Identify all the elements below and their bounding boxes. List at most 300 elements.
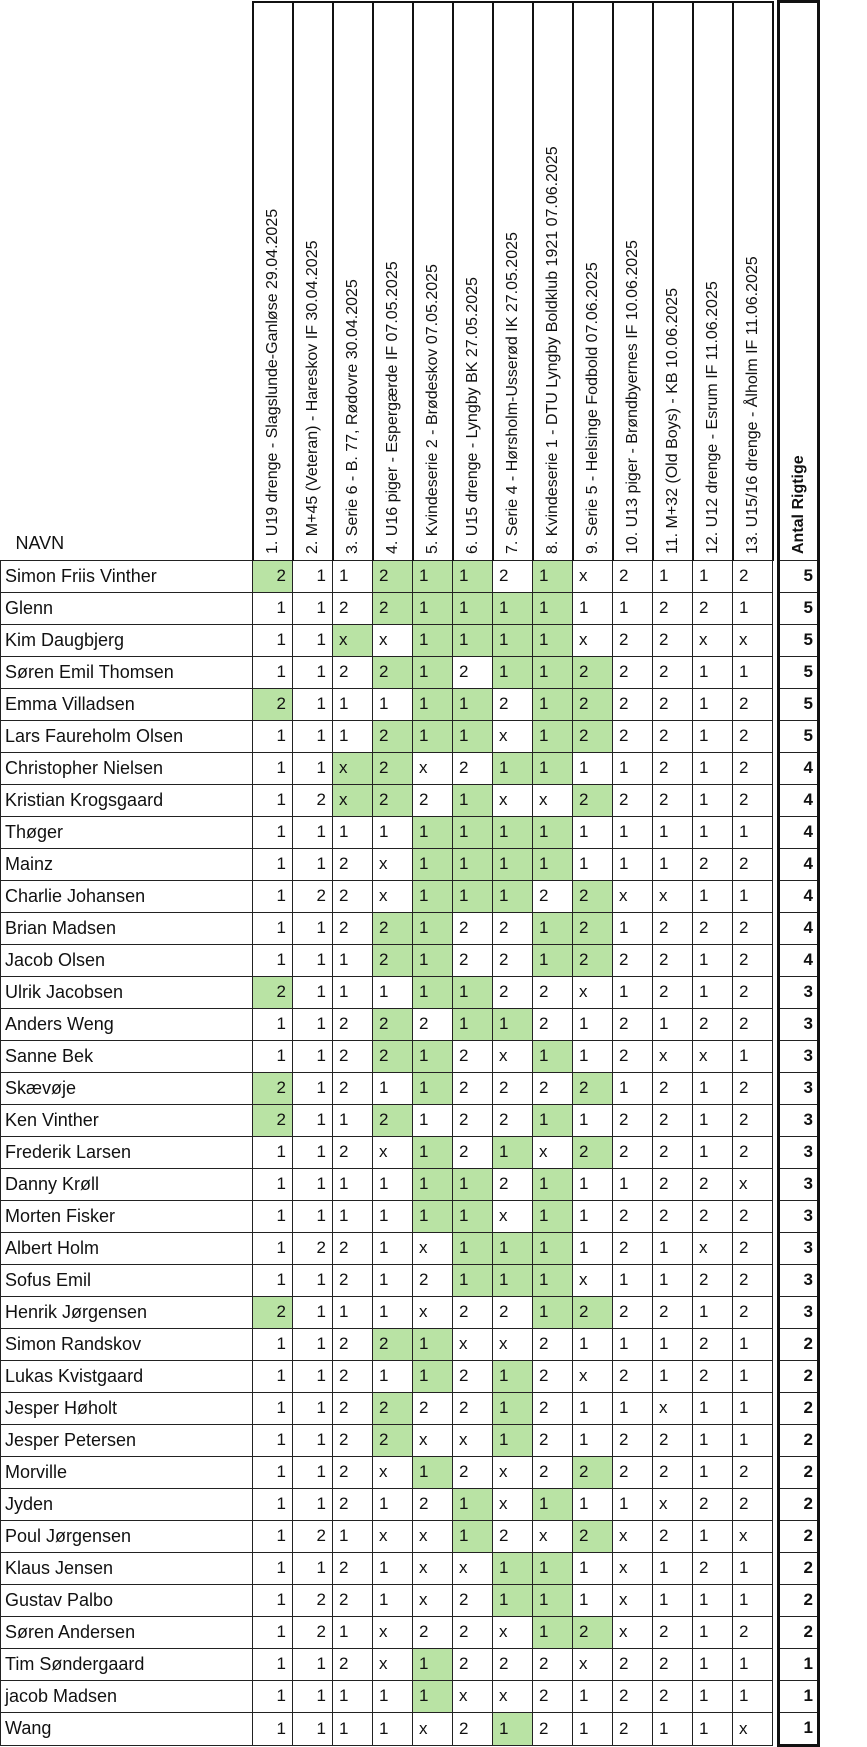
pick-cell: 2 <box>333 592 373 624</box>
pick-cell: 1 <box>693 880 733 912</box>
correct-count: 2 <box>779 1360 819 1392</box>
pick-cell: 2 <box>653 624 693 656</box>
match-header-label: 6. U15 drenge - Lyngby BK 27.05.2025 <box>463 276 481 554</box>
table-row <box>1 1584 819 1616</box>
pick-cell-correct: x <box>333 784 373 816</box>
pick-cell: 2 <box>693 912 733 944</box>
pick-cell: 1 <box>293 752 333 784</box>
pick-cell-correct: 1 <box>533 656 573 688</box>
pick-cell-correct: 1 <box>493 848 533 880</box>
pick-cell: 1 <box>693 1392 733 1424</box>
pick-cell: 2 <box>333 1360 373 1392</box>
pick-cell: 2 <box>453 1104 493 1136</box>
pick-cell: 2 <box>693 1552 733 1584</box>
pick-cell: x <box>373 1616 413 1648</box>
pick-cell: 2 <box>293 1616 333 1648</box>
match-header-5 <box>413 2 453 561</box>
correct-count: 2 <box>779 1424 819 1456</box>
pick-cell: 2 <box>613 560 653 592</box>
pick-cell-correct: 2 <box>373 560 413 592</box>
pick-cell-correct: 1 <box>413 1360 453 1392</box>
pick-cell: 2 <box>613 1200 653 1232</box>
pick-cell: 2 <box>333 1552 373 1584</box>
pick-cell: 1 <box>293 1680 333 1712</box>
pick-cell: x <box>533 1136 573 1168</box>
pick-cell: 1 <box>253 784 293 816</box>
pick-cell: 2 <box>533 976 573 1008</box>
pick-cell: 2 <box>333 880 373 912</box>
pick-cell: 1 <box>253 880 293 912</box>
table-row <box>1 1072 819 1104</box>
pick-cell: 1 <box>733 1040 773 1072</box>
pick-cell-correct: 1 <box>533 944 573 976</box>
pick-cell: 1 <box>613 1168 653 1200</box>
correct-count: 4 <box>779 784 819 816</box>
pick-cell: 1 <box>573 1424 613 1456</box>
player-name: Gustav Palbo <box>1 1584 253 1616</box>
pick-cell: 1 <box>373 1680 413 1712</box>
pick-cell: x <box>453 1680 493 1712</box>
pick-cell: 2 <box>333 848 373 880</box>
pick-cell: 2 <box>493 560 533 592</box>
pick-cell: 2 <box>613 688 653 720</box>
pick-cell: 1 <box>693 752 733 784</box>
pick-cell: 1 <box>573 1200 613 1232</box>
pick-cell: 1 <box>293 1168 333 1200</box>
player-name: Klaus Jensen <box>1 1552 253 1584</box>
pick-cell: 2 <box>653 752 693 784</box>
pick-cell-correct: 2 <box>253 1296 293 1328</box>
pick-cell: 1 <box>293 1488 333 1520</box>
pick-cell: 2 <box>693 848 733 880</box>
pick-cell-correct: 1 <box>533 1552 573 1584</box>
pick-cell: 1 <box>573 1232 613 1264</box>
pick-cell-correct: 1 <box>453 1008 493 1040</box>
table-row <box>1 1136 819 1168</box>
pick-cell-correct: 1 <box>453 560 493 592</box>
pick-cell: 1 <box>613 976 653 1008</box>
pick-cell: 1 <box>333 816 373 848</box>
player-name: Lars Faureholm Olsen <box>1 720 253 752</box>
pick-cell: 2 <box>733 976 773 1008</box>
correct-count: 3 <box>779 1136 819 1168</box>
player-name: Emma Villadsen <box>1 688 253 720</box>
pick-cell: 2 <box>733 1296 773 1328</box>
pick-cell-correct: 1 <box>413 816 453 848</box>
pick-cell: 2 <box>293 880 333 912</box>
pick-cell: 1 <box>253 624 293 656</box>
pick-cell: x <box>453 1424 493 1456</box>
table-row <box>1 1552 819 1584</box>
pick-cell-correct: 1 <box>533 848 573 880</box>
pick-cell: x <box>413 752 453 784</box>
pick-cell: 1 <box>333 1616 373 1648</box>
pick-cell: 1 <box>613 1392 653 1424</box>
pick-cell-correct: 1 <box>533 1488 573 1520</box>
pick-cell: x <box>413 1424 453 1456</box>
pick-cell: x <box>573 624 613 656</box>
pick-cell-correct: 1 <box>533 560 573 592</box>
pick-cell: 2 <box>533 1072 573 1104</box>
correct-count: 1 <box>779 1648 819 1680</box>
pick-cell: x <box>733 1168 773 1200</box>
pick-cell: 2 <box>653 944 693 976</box>
pick-cell: 1 <box>293 944 333 976</box>
pick-cell: x <box>693 1232 733 1264</box>
pick-cell: 1 <box>253 1488 293 1520</box>
pick-cell-correct: 1 <box>493 1424 533 1456</box>
pick-cell: 2 <box>693 1008 733 1040</box>
match-header-8 <box>533 2 573 561</box>
pick-cell: 1 <box>733 592 773 624</box>
pick-cell-correct: 2 <box>373 752 413 784</box>
pick-cell: 1 <box>693 1584 733 1616</box>
pick-cell: 2 <box>653 1104 693 1136</box>
pick-cell-correct: 1 <box>533 720 573 752</box>
pick-cell: 2 <box>653 1456 693 1488</box>
pick-cell-correct: 1 <box>453 1168 493 1200</box>
pick-cell: x <box>373 1136 413 1168</box>
pick-cell: 1 <box>653 560 693 592</box>
pick-cell: x <box>453 1328 493 1360</box>
pick-cell: 2 <box>333 912 373 944</box>
match-header-label: 13. U15/16 drenge - Ålholm IF 11.06.2025 <box>743 255 761 554</box>
pick-cell: 1 <box>293 1072 333 1104</box>
pick-cell: 1 <box>333 976 373 1008</box>
match-header-label: 11. M+32 (Old Boys) - KB 10.06.2025 <box>663 287 681 554</box>
pick-cell: 1 <box>253 1392 293 1424</box>
pick-cell: 2 <box>333 656 373 688</box>
pick-cell: 1 <box>733 1584 773 1616</box>
pick-cell-correct: 1 <box>533 752 573 784</box>
pick-cell: 1 <box>693 1680 733 1712</box>
pick-cell: 1 <box>573 816 613 848</box>
pick-cell: 1 <box>613 1328 653 1360</box>
pick-cell: 1 <box>693 1648 733 1680</box>
correct-count: 3 <box>779 976 819 1008</box>
pick-cell: 1 <box>373 1552 413 1584</box>
correct-count: 1 <box>779 1680 819 1712</box>
pick-cell: 2 <box>493 1648 533 1680</box>
pick-cell: x <box>493 1616 533 1648</box>
pick-cell: 1 <box>693 816 733 848</box>
pick-cell: 2 <box>733 688 773 720</box>
pick-cell-correct: 1 <box>453 592 493 624</box>
pick-cell: 2 <box>533 1680 573 1712</box>
pick-cell: 2 <box>333 1008 373 1040</box>
pick-cell: 2 <box>693 1488 733 1520</box>
player-name: Glenn <box>1 592 253 624</box>
pick-cell: 1 <box>253 592 293 624</box>
pick-cell: 2 <box>613 1648 653 1680</box>
pick-cell: 1 <box>373 1360 413 1392</box>
correct-count: 2 <box>779 1616 819 1648</box>
match-header-label: 3. Serie 6 - B. 77, Rødovre 30.04.2025 <box>343 278 361 554</box>
pick-cell-correct: 1 <box>413 1680 453 1712</box>
player-name: Jesper Petersen <box>1 1424 253 1456</box>
correct-count: 2 <box>779 1392 819 1424</box>
pick-cell: 1 <box>253 1648 293 1680</box>
pick-cell: x <box>413 1552 453 1584</box>
pick-cell: 2 <box>533 1008 573 1040</box>
player-name: Kristian Krogsgaard <box>1 784 253 816</box>
pick-cell: 2 <box>733 1488 773 1520</box>
pick-cell: x <box>613 1520 653 1552</box>
table-row <box>1 592 819 624</box>
table-row <box>1 1264 819 1296</box>
pick-cell-correct: 1 <box>413 592 453 624</box>
pick-cell: 2 <box>493 944 533 976</box>
correct-count: 3 <box>779 1072 819 1104</box>
pick-cell: x <box>653 1040 693 1072</box>
match-header-label: 2. M+45 (Veteran) - Hareskov IF 30.04.2025 <box>303 240 321 554</box>
pick-cell-correct: 2 <box>253 1072 293 1104</box>
pick-cell-correct: 1 <box>493 816 533 848</box>
pick-cell: 1 <box>253 1328 293 1360</box>
pick-cell: 1 <box>693 1712 733 1745</box>
pick-cell: 2 <box>613 1680 653 1712</box>
pick-cell-correct: 1 <box>533 1264 573 1296</box>
pick-cell: 2 <box>453 944 493 976</box>
pick-cell: 2 <box>733 944 773 976</box>
player-name: Skævøje <box>1 1072 253 1104</box>
pick-cell: 1 <box>333 1200 373 1232</box>
pick-cell: 2 <box>733 912 773 944</box>
pick-cell-correct: 1 <box>453 624 493 656</box>
correct-count: 4 <box>779 752 819 784</box>
pick-cell: 2 <box>693 1264 733 1296</box>
correct-count: 3 <box>779 1168 819 1200</box>
pick-cell: 2 <box>293 1520 333 1552</box>
pick-cell: 1 <box>613 1264 653 1296</box>
pick-cell: 1 <box>293 1712 333 1745</box>
player-name: Søren Andersen <box>1 1616 253 1648</box>
pick-cell: 2 <box>533 1456 573 1488</box>
player-name: Søren Emil Thomsen <box>1 656 253 688</box>
pick-cell: 2 <box>413 1392 453 1424</box>
pick-cell: 2 <box>613 1136 653 1168</box>
pick-cell: 1 <box>253 944 293 976</box>
pick-cell: x <box>493 1200 533 1232</box>
pick-cell: x <box>613 1552 653 1584</box>
pick-cell: 1 <box>373 1232 413 1264</box>
player-name: Frederik Larsen <box>1 1136 253 1168</box>
match-header-6 <box>453 2 493 561</box>
correct-count: 5 <box>779 592 819 624</box>
pick-cell-correct: 1 <box>413 688 453 720</box>
pick-cell-correct: 2 <box>253 688 293 720</box>
pick-cell: x <box>493 1040 533 1072</box>
table-row <box>1 1232 819 1264</box>
pick-cell-correct: 2 <box>573 1456 613 1488</box>
player-name: Wang <box>1 1712 253 1745</box>
pick-cell: x <box>493 1488 533 1520</box>
pick-cell: 2 <box>653 1072 693 1104</box>
pick-cell: 1 <box>653 1008 693 1040</box>
pick-cell-correct: 1 <box>413 880 453 912</box>
player-name: Albert Holm <box>1 1232 253 1264</box>
pick-cell: 1 <box>613 592 653 624</box>
pick-cell: x <box>373 1648 413 1680</box>
pick-cell: 2 <box>653 1520 693 1552</box>
pick-cell: 2 <box>733 1008 773 1040</box>
pick-cell: 1 <box>693 944 733 976</box>
pick-cell: 2 <box>613 1424 653 1456</box>
pick-cell: 1 <box>693 1424 733 1456</box>
table-row <box>1 912 819 944</box>
pick-cell: 2 <box>293 784 333 816</box>
pick-cell: 1 <box>373 1072 413 1104</box>
pick-cell: 2 <box>533 1360 573 1392</box>
pick-cell: x <box>493 720 533 752</box>
pick-cell: 1 <box>733 1680 773 1712</box>
pick-cell-correct: 1 <box>453 1232 493 1264</box>
player-name: Jyden <box>1 1488 253 1520</box>
pick-cell: x <box>493 1456 533 1488</box>
pick-cell: 2 <box>533 1424 573 1456</box>
player-name: Jesper Høholt <box>1 1392 253 1424</box>
pick-cell-correct: 1 <box>413 1456 453 1488</box>
pick-cell: x <box>573 560 613 592</box>
pick-cell: x <box>613 1584 653 1616</box>
pick-cell: x <box>573 1648 613 1680</box>
pick-cell: x <box>373 1520 413 1552</box>
table-row <box>1 1712 819 1745</box>
pick-cell-correct: 1 <box>413 1328 453 1360</box>
pick-cell: 1 <box>373 976 413 1008</box>
pick-cell: 1 <box>413 1104 453 1136</box>
match-header-3 <box>333 2 373 561</box>
pick-cell: 2 <box>453 1040 493 1072</box>
pick-cell: 2 <box>333 1136 373 1168</box>
correct-count: 4 <box>779 912 819 944</box>
pick-cell: 2 <box>453 1648 493 1680</box>
pick-cell: 1 <box>293 1040 333 1072</box>
pick-cell: 1 <box>573 1584 613 1616</box>
table-row <box>1 1168 819 1200</box>
match-header-label: 12. U12 drenge - Esrum IF 11.06.2025 <box>703 280 721 554</box>
match-header-9 <box>573 2 613 561</box>
pick-cell: 1 <box>253 1680 293 1712</box>
player-name: Anders Weng <box>1 1008 253 1040</box>
pick-cell: 2 <box>733 720 773 752</box>
player-name: Simon Friis Vinther <box>1 560 253 592</box>
pick-cell: 1 <box>613 1072 653 1104</box>
pick-cell: x <box>733 1712 773 1745</box>
correct-count: 3 <box>779 1104 819 1136</box>
pick-cell: 2 <box>653 1136 693 1168</box>
correct-count: 3 <box>779 1296 819 1328</box>
pick-cell: 2 <box>493 1296 533 1328</box>
pick-cell: 1 <box>293 1424 333 1456</box>
pick-cell: 2 <box>453 1072 493 1104</box>
correct-count: 2 <box>779 1488 819 1520</box>
pick-cell-correct: 2 <box>573 912 613 944</box>
pick-cell: x <box>413 1296 453 1328</box>
pick-cell: 2 <box>493 1104 533 1136</box>
correct-count: 3 <box>779 1200 819 1232</box>
pick-cell: x <box>413 1584 453 1616</box>
pick-cell: 2 <box>653 1616 693 1648</box>
pick-cell-correct: 1 <box>453 1520 493 1552</box>
pick-cell: 2 <box>333 1040 373 1072</box>
pick-cell: 1 <box>733 1360 773 1392</box>
pick-cell-correct: 2 <box>573 656 613 688</box>
pick-cell: 1 <box>333 720 373 752</box>
player-name: jacob Madsen <box>1 1680 253 1712</box>
table-row <box>1 944 819 976</box>
player-name: Ulrik Jacobsen <box>1 976 253 1008</box>
player-name: Tim Søndergaard <box>1 1648 253 1680</box>
table-row <box>1 1328 819 1360</box>
pick-cell: 1 <box>613 752 653 784</box>
pick-cell: 2 <box>733 560 773 592</box>
pick-cell-correct: 2 <box>373 1104 413 1136</box>
pick-cell: 1 <box>573 1328 613 1360</box>
table-row <box>1 1520 819 1552</box>
pick-cell: 2 <box>613 1104 653 1136</box>
pick-cell: 1 <box>693 1104 733 1136</box>
pick-cell: 2 <box>733 752 773 784</box>
pick-cell-correct: 1 <box>453 1200 493 1232</box>
player-name: Sofus Emil <box>1 1264 253 1296</box>
pick-cell-correct: 2 <box>573 1616 613 1648</box>
pick-cell: 2 <box>733 784 773 816</box>
pick-cell-correct: 1 <box>493 1360 533 1392</box>
correct-count: 3 <box>779 1264 819 1296</box>
pick-cell: 1 <box>653 1232 693 1264</box>
pick-cell: x <box>533 1520 573 1552</box>
pick-cell: 2 <box>453 1392 493 1424</box>
pick-cell: x <box>493 1328 533 1360</box>
pick-cell: x <box>613 880 653 912</box>
pick-cell: 1 <box>293 1296 333 1328</box>
pick-cell-correct: 2 <box>253 560 293 592</box>
pick-cell: 2 <box>413 1264 453 1296</box>
pick-cell: 1 <box>373 1296 413 1328</box>
pick-cell: x <box>413 1520 453 1552</box>
correct-count: 4 <box>779 944 819 976</box>
pick-cell: 2 <box>693 1328 733 1360</box>
pick-cell: 2 <box>333 1424 373 1456</box>
pick-cell-correct: 2 <box>373 784 413 816</box>
pick-cell: 2 <box>693 1360 733 1392</box>
pick-cell: 2 <box>653 720 693 752</box>
pick-cell: 1 <box>573 1552 613 1584</box>
pick-cell: 2 <box>653 592 693 624</box>
player-name: Simon Randskov <box>1 1328 253 1360</box>
pick-cell: 1 <box>373 1712 413 1745</box>
pick-cell: 1 <box>293 1200 333 1232</box>
pick-cell: 2 <box>493 1168 533 1200</box>
table-row <box>1 848 819 880</box>
pick-cell: 1 <box>293 1008 333 1040</box>
table-row <box>1 1680 819 1712</box>
match-header-11 <box>653 2 693 561</box>
pick-cell: 2 <box>653 688 693 720</box>
pick-cell-correct: 2 <box>373 656 413 688</box>
pick-cell: x <box>373 624 413 656</box>
player-name: Lukas Kvistgaard <box>1 1360 253 1392</box>
table-row <box>1 560 819 592</box>
pick-cell-correct: 1 <box>493 1552 533 1584</box>
pick-cell: 1 <box>373 1488 413 1520</box>
pick-cell: 1 <box>733 1552 773 1584</box>
pick-cell: 2 <box>653 656 693 688</box>
pick-cell: 1 <box>613 816 653 848</box>
pick-cell: 2 <box>613 624 653 656</box>
pick-cell-correct: 1 <box>493 880 533 912</box>
